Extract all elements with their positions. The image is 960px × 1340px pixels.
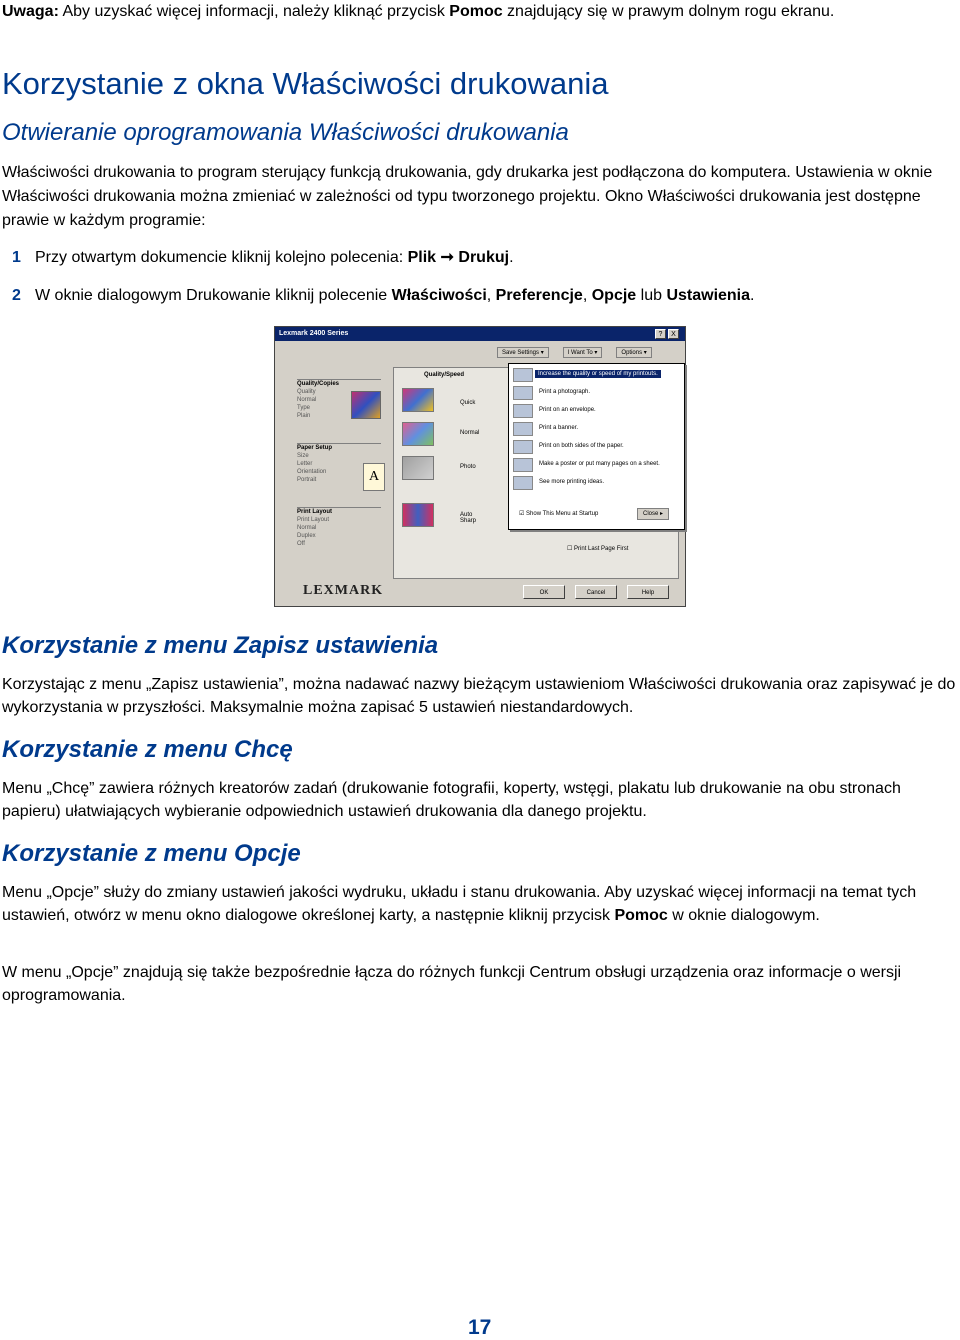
section-item: Type	[297, 405, 311, 411]
cancel-button[interactable]: Cancel	[575, 585, 617, 599]
step-text: Przy otwartym dokumencie kliknij kolejno polecenia:	[35, 249, 408, 266]
ok-button[interactable]: OK	[523, 585, 565, 599]
lexmark-logo: LEXMARK	[303, 583, 384, 598]
auto-sharp-option[interactable]: Auto Sharp	[460, 512, 477, 524]
popup-item[interactable]: Print on both sides of the paper.	[539, 443, 624, 449]
note-paragraph	[2, 1, 942, 23]
photo-task-icon	[513, 386, 533, 400]
options-heading: Korzystanie z menu Opcje	[2, 840, 301, 867]
envelope-task-icon	[513, 404, 533, 418]
step-sep: lub	[636, 287, 667, 304]
step-text: W oknie dialogowym Drukowanie kliknij polecenie	[35, 287, 392, 304]
photo-thumbnail-icon	[351, 391, 381, 419]
save-settings-paragraph: Korzystając z menu „Zapisz ustawienia”, można nadawać nazwy bieżącym ustawieniom Właściwości drukowania oraz zapisywać je do wykorzystania w przyszłości. Maksymalnie można zapisać 5 ustawień niestandardowych.	[2, 676, 956, 716]
quality-preview-icon	[402, 388, 434, 412]
step-1	[2, 247, 514, 269]
options-bold-word: Pomoc	[614, 907, 668, 924]
step-end: .	[750, 287, 755, 304]
section-item: Normal	[297, 525, 317, 531]
section-item: Off	[297, 541, 305, 547]
popup-item[interactable]: Print a banner.	[539, 425, 579, 431]
arrow-icon: ➞	[440, 249, 454, 266]
step-end: .	[509, 249, 514, 266]
printer-properties-screenshot	[274, 326, 686, 607]
section-item: Letter	[297, 461, 313, 467]
want-heading: Korzystanie z menu Chcę	[2, 736, 293, 763]
popup-close-button[interactable]: Close ▸	[637, 508, 669, 520]
quality-preview-icon	[402, 422, 434, 446]
step-bold-ustawienia: Ustawienia	[666, 287, 751, 304]
menu-save-settings[interactable]: Save Settings ▾	[497, 347, 549, 358]
step-bold-preferencje: Preferencje	[495, 287, 583, 304]
open-heading: Otwieranie oprogramowania Właściwości drukowania	[2, 119, 569, 146]
step-bold-plik: Plik	[407, 249, 437, 266]
last-page-first-checkbox[interactable]: ☐ Print Last Page First	[567, 546, 629, 552]
section-item: Portrait	[297, 477, 317, 483]
sharpness-preview-icon	[402, 503, 434, 527]
note-bold-word: Pomoc	[449, 3, 503, 20]
popup-item[interactable]: Print a photograph.	[539, 389, 591, 395]
section-item: Size	[297, 453, 309, 459]
dialog-menubar	[497, 347, 666, 358]
quality-preview-icon	[402, 456, 434, 480]
popup-item[interactable]: Make a poster or put many pages on a sheet.	[539, 461, 660, 467]
step-number: 1	[12, 249, 21, 266]
show-menu-checkbox[interactable]: ☑ Show This Menu at Startup	[519, 511, 599, 517]
checkbox-label: Print Last Page First	[574, 546, 629, 552]
help-title-button[interactable]: ?	[655, 329, 666, 339]
save-settings-heading: Korzystanie z menu Zapisz ustawienia	[2, 632, 439, 659]
options-text-before: Menu „Opcje” służy do zmiany ustawień jakości wydruku, układu i stanu drukowania. Aby uzyskać więcej informacji na temat tych ustawień, otwórz w menu okno dialogowe określonej karty, a następnie kliknij przycisk	[2, 884, 917, 924]
step-number: 2	[12, 287, 21, 304]
i-want-to-popup-menu	[508, 363, 685, 530]
dialog-titlebar: Lexmark 2400 Series	[275, 327, 685, 341]
photo-option[interactable]: Photo	[460, 464, 476, 470]
menu-options[interactable]: Options ▾	[616, 347, 651, 358]
section-item: Quality	[297, 389, 316, 395]
quick-option[interactable]: Quick	[460, 400, 476, 406]
poster-task-icon	[513, 458, 533, 472]
page-number: 17	[468, 1316, 492, 1339]
banner-task-icon	[513, 422, 533, 436]
options-paragraph	[2, 881, 957, 927]
step-sep: ,	[486, 287, 496, 304]
section-print-layout[interactable]	[297, 507, 381, 548]
section-item: Orientation	[297, 469, 327, 475]
note-label: Uwaga:	[2, 3, 59, 20]
intro-paragraph: Właściwości drukowania to program sterujący funkcją drukowania, gdy drukarka jest podłączona do komputera. Ustawienia w oknie Właściwości drukowania można zmieniać w zależności od typu tworzonego projektu. Okno Właściwości drukowania jest dostępne prawie w każdym programie:	[2, 164, 933, 229]
dialog-left-panel	[293, 371, 385, 571]
help-button[interactable]: Help	[627, 585, 669, 599]
close-title-button[interactable]: X	[668, 329, 679, 339]
paper-a-icon: A	[363, 463, 385, 491]
note-text-after: znajdujący się w prawym dolnym rogu ekranu.	[502, 3, 835, 20]
want-paragraph: Menu „Chcę” zawiera różnych kreatorów zadań (drukowanie fotografii, koperty, wstęgi, plakatu lub drukowanie na obu stronach papieru) ułatwiających wybieranie odpowiednich ustawień drukowania dla danego projektu.	[2, 780, 901, 820]
section-title: Quality/Copies	[297, 381, 340, 387]
ideas-task-icon	[513, 476, 533, 490]
popup-item[interactable]: Print on an envelope.	[539, 407, 596, 413]
popup-item[interactable]: Increase the quality or speed of my printouts.	[535, 370, 661, 378]
section-item: Print Layout	[297, 517, 330, 523]
note-text-before: Aby uzyskać więcej informacji, należy kliknąć przycisk	[58, 3, 450, 20]
section-title: Paper Setup	[297, 445, 333, 451]
normal-option[interactable]: Normal	[460, 430, 480, 436]
options-text-after: w oknie dialogowym.	[667, 907, 820, 924]
quality-speed-tab[interactable]: Quality/Speed	[424, 372, 465, 378]
options-paragraph-2: W menu „Opcje” znajdują się także bezpośrednie łącza do różnych funkcji Centrum obsługi urządzenia oraz informacje o wersji oprogramowania.	[2, 964, 902, 1004]
photo-task-icon	[513, 368, 533, 382]
section-item: Duplex	[297, 533, 316, 539]
step-bold-drukuj: Drukuj	[458, 249, 510, 266]
step-sep: ,	[582, 287, 592, 304]
main-heading: Korzystanie z okna Właściwości drukowania	[2, 66, 609, 101]
step-2	[2, 285, 754, 307]
section-item: Plain	[297, 413, 311, 419]
duplex-task-icon	[513, 440, 533, 454]
step-bold-wlasciwosci: Właściwości	[391, 287, 487, 304]
section-item: Normal	[297, 397, 317, 403]
section-title: Print Layout	[297, 509, 333, 515]
checkbox-label: Show This Menu at Startup	[526, 511, 599, 517]
menu-i-want-to[interactable]: I Want To ▾	[563, 347, 603, 358]
step-bold-opcje: Opcje	[591, 287, 637, 304]
popup-item[interactable]: See more printing ideas.	[539, 479, 605, 485]
